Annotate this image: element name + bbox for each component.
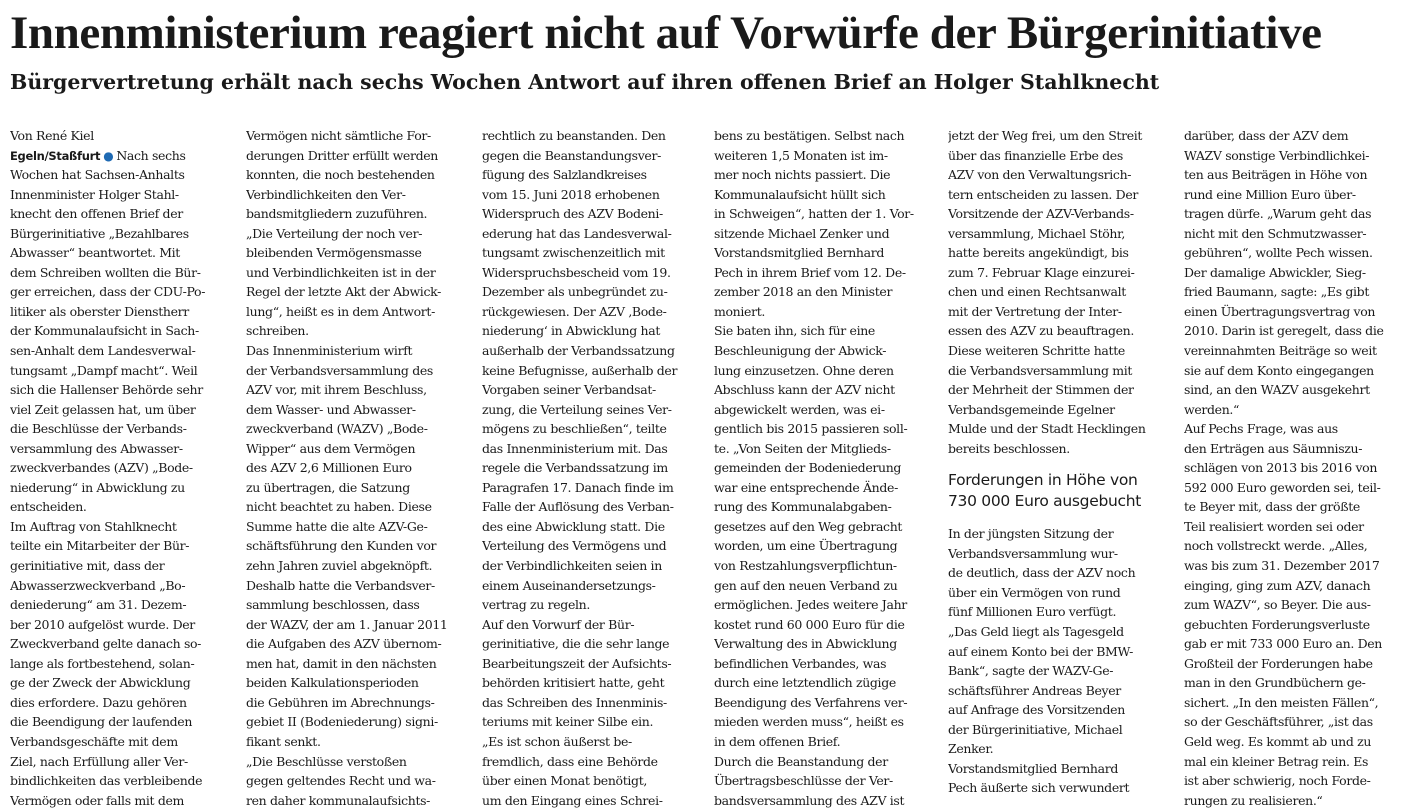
column-line: lange als fortbestehend, solan- (10, 655, 195, 671)
column-line: fikant senkt. (246, 733, 321, 749)
bullet-icon: ● (103, 148, 114, 163)
column-line: Großteil der Forderungen habe (1184, 655, 1373, 671)
subhead (948, 470, 1172, 512)
column-line: teriums mit keiner Silbe ein. (482, 714, 654, 730)
column-line: die Verbandsversammlung mit (948, 362, 1133, 378)
column-line: Abwasserzweckverband „Bo- (10, 577, 186, 593)
column-lines-after-subhead (948, 524, 1172, 798)
column-line: gebuchten Forderungsverluste (1184, 616, 1370, 632)
column-line: vom 15. Juni 2018 erhobenen (482, 186, 660, 202)
column-line: tragen dürfe. „Warum geht das (1184, 206, 1372, 222)
column-line: mal ein kleiner Betrag rein. Es (1184, 753, 1369, 769)
column-line: behörden kritisiert hatte, geht (482, 675, 665, 691)
column-line: Abschluss kann der AZV nicht (714, 382, 895, 398)
column-line: fried Baumann, sagte: „Es gibt (1184, 284, 1370, 300)
column-line: darüber, dass der AZV dem (1184, 128, 1349, 143)
column-line: lung einzusetzen. Ohne deren (714, 362, 894, 378)
column-line: „Das Geld liegt als Tagesgeld (948, 624, 1124, 640)
column-line: Diese weiteren Schritte hatte (948, 343, 1125, 359)
column-line: niederung“ in Abwicklung zu (10, 479, 185, 495)
dateline-line (10, 146, 234, 166)
column-line: bandsmitgliedern zuzuführen. (246, 206, 428, 222)
column-line: Vorsitzende der AZV-Verbands- (948, 206, 1134, 222)
column-line: auf Anfrage des Vorsitzenden (948, 702, 1125, 718)
column-line: Durch die Beanstandung der (714, 753, 888, 769)
column-line: bandsversammlung des AZV ist (714, 792, 905, 808)
column-line: rechtlich zu beanstanden. Den (482, 128, 666, 143)
column-line: ermöglichen. Jedes weitere Jahr (714, 597, 907, 613)
column-line: knecht den offenen Brief der (10, 206, 183, 222)
column-line: in Schweigen“, hatten der 1. Vor- (714, 206, 914, 222)
column-line: Das Innenministerium wirft (246, 343, 413, 359)
column-line: versammlung, Michael Stöhr, (948, 225, 1126, 241)
column-line: das Schreiben des Innenminis- (482, 694, 667, 710)
column-line: befindlichen Verbandes, was (714, 655, 887, 671)
column-line: Verbandsgemeinde Egelner (948, 401, 1115, 417)
column-line: Wipper“ aus dem Vermögen (246, 440, 416, 456)
column-line: einen Übertragungsvertrag von (1184, 303, 1376, 319)
column-line: sich die Hallenser Behörde sehr (10, 382, 203, 398)
subheadline: Bürgervertretung erhält nach sechs Wochen Antwort auf ihren offenen Brief an Holger Stahlknecht (10, 70, 1160, 94)
column-line: Verbandsgeschäfte mit dem (10, 733, 178, 749)
column-line: werden.“ (1184, 401, 1240, 417)
column-line: einging, ging zum AZV, danach (1184, 577, 1371, 593)
column-line: ist aber schwierig, noch Forde- (1184, 773, 1371, 789)
column-line: über einen Monat benötigt, (482, 773, 647, 789)
column-line: der Kommunalaufsicht in Sach- (10, 323, 199, 339)
column-line: bindlichkeiten das verbleibende (10, 773, 203, 789)
column-line: gebühren“, wollte Pech wissen. (1184, 245, 1373, 261)
column-line: gegen die Beanstandungsver- (482, 147, 661, 163)
column-line: was bis zum 31. Dezember 2017 (1184, 558, 1380, 574)
column-line: rung des Kommunalabgaben- (714, 499, 892, 515)
column-line: des AZV 2,6 Millionen Euro (246, 460, 412, 476)
column-line: derungen Dritter erfüllt werden (246, 147, 439, 163)
column-line: rungen zu realisieren.“ (1184, 792, 1323, 808)
article-column-3 (482, 126, 706, 810)
column-line: fremdlich, dass eine Behörde (482, 753, 658, 769)
subhead-line-1: Forderungen in Höhe von (948, 471, 1138, 490)
column-line: mer noch nichts passiert. Die (714, 167, 891, 183)
column-line: AZV vor, mit ihrem Beschluss, (246, 382, 427, 398)
column-line: Abwasser“ beantwortet. Mit (10, 245, 180, 261)
column-line: der Verbindlichkeiten seien in (482, 558, 662, 574)
column-line: WAZV sonstige Verbindlichkei- (1184, 147, 1370, 163)
column-line: viel Zeit gelassen hat, um über (10, 401, 196, 417)
column-line: einem Auseinandersetzungs- (482, 577, 656, 593)
column-line: sammlung beschlossen, dass (246, 597, 420, 613)
column-lines (714, 126, 938, 810)
column-line: ber 2010 aufgelöst wurde. Der (10, 616, 195, 632)
subhead-line-2: 730 000 Euro ausgebucht (948, 492, 1142, 511)
column-line: Deshalb hatte die Verbandsver- (246, 577, 435, 593)
column-line: des eine Abwicklung statt. Die (482, 518, 665, 534)
column-line: Widerspruch des AZV Bodeni- (482, 206, 663, 222)
column-lines (10, 165, 234, 810)
column-line: über ein Vermögen von rund (948, 584, 1121, 600)
column-line: schäftsführer Andreas Beyer (948, 682, 1121, 698)
column-line: den Erträgen aus Säumniszu- (1184, 440, 1363, 456)
column-line: die Beschlüsse der Verbands- (10, 421, 187, 437)
column-line: bleibenden Vermögensmasse (246, 245, 422, 261)
column-line: mögens zu beschließen“, teilte (482, 421, 667, 437)
column-line: so der Geschäftsführer, „ist das (1184, 714, 1373, 730)
column-line: gen auf den neuen Verband zu (714, 577, 898, 593)
column-line: Mulde und der Stadt Hecklingen (948, 421, 1146, 437)
column-line: die Beendigung der laufenden (10, 714, 193, 730)
column-line: gebiet II (Bodeniederung) signi- (246, 714, 438, 730)
column-line: fünf Millionen Euro verfügt. (948, 604, 1117, 620)
column-line: essen des AZV zu beauftragen. (948, 323, 1135, 339)
column-line: ten aus Beiträgen in Höhe von (1184, 167, 1368, 183)
column-line: Sie baten ihn, sich für eine (714, 323, 875, 339)
column-line: der Bürgerinitiative, Michael (948, 721, 1123, 737)
column-line: gerinitiative, die die sehr lange (482, 636, 670, 652)
column-line: die Aufgaben des AZV übernom- (246, 636, 442, 652)
column-line: Innenminister Holger Stahl- (10, 186, 179, 202)
column-line: Geld weg. Es kommt ab und zu (1184, 733, 1372, 749)
column-line: worden, um eine Übertragung (714, 538, 898, 554)
column-line: schreiben. (246, 323, 309, 339)
column-line: ederung hat das Landesverwal- (482, 225, 672, 241)
column-line: Regel der letzte Akt der Abwick- (246, 284, 441, 300)
column-line: gesetzes auf den Weg gebracht (714, 518, 903, 534)
column-line: noch vollstreckt werde. „Alles, (1184, 538, 1368, 554)
column-line: Beendigung des Verfahrens ver- (714, 694, 908, 710)
column-line: der WAZV, der am 1. Januar 2011 (246, 616, 448, 632)
column-line: men hat, damit in den nächsten (246, 655, 437, 671)
column-line: Ziel, nach Erfüllung aller Ver- (10, 753, 188, 769)
column-line: schlägen von 2013 bis 2016 von (1184, 460, 1378, 476)
column-line: Auf den Vorwurf der Bür- (482, 616, 635, 632)
column-line: te. „Von Seiten der Mitglieds- (714, 440, 891, 456)
column-line: zung, die Verteilung seines Ver- (482, 401, 672, 417)
column-line: zweckverbandes (AZV) „Bode- (10, 460, 193, 476)
column-line: AZV von den Verwaltungsrich- (948, 167, 1132, 183)
column-line: „Die Verteilung der noch ver- (246, 225, 423, 241)
article-column-1 (10, 126, 234, 810)
column-line: tern entscheiden zu lassen. Der (948, 186, 1139, 202)
column-line: Zweckverband gelte danach so- (10, 636, 202, 652)
column-line: Summe hatte die alte AZV-Ge- (246, 518, 428, 534)
column-line: vertrag zu regeln. (482, 597, 590, 613)
column-line: vereinnahmten Beiträge so weit (1184, 343, 1377, 359)
column-line: und Verbindlichkeiten ist in der (246, 264, 436, 280)
column-line: gerinitiative mit, dass der (10, 558, 165, 574)
column-line: schäftsführung den Kunden vor (246, 538, 437, 554)
column-line: dies erfordere. Dazu gehören (10, 694, 187, 710)
column-line: nicht mit den Schmutzwasser- (1184, 225, 1367, 241)
column-line: entscheiden. (10, 499, 87, 515)
column-line: Widerspruchsbescheid vom 19. (482, 264, 671, 280)
column-line: Zenker. (948, 741, 994, 757)
column-line: Übertragsbeschlüsse der Ver- (714, 773, 893, 789)
column-line: tungsamt „Dampf macht“. Weil (10, 362, 198, 378)
column-line: nicht beachtet zu haben. Diese (246, 499, 432, 515)
column-line: ge der Zweck der Abwicklung (10, 675, 191, 691)
column-line: das Innenministerium mit. Das (482, 440, 668, 456)
column-line: „Die Beschlüsse verstoßen (246, 753, 407, 769)
column-line: gab er mit 733 000 Euro an. Den (1184, 636, 1383, 652)
column-line: Nach sechs (116, 147, 186, 163)
column-line: außerhalb der Verbandssatzung (482, 343, 675, 359)
column-line: Paragrafen 17. Danach finde im (482, 479, 674, 495)
column-line: Verwaltung des in Abwicklung (714, 636, 897, 652)
column-line: gentlich bis 2015 passieren soll- (714, 421, 908, 437)
column-line: fügung des Salzlandkreises (482, 167, 647, 183)
column-line: lung“, heißt es in dem Antwort- (246, 303, 435, 319)
column-line: Vorstandsmitglied Bernhard (948, 760, 1118, 776)
article-column-2 (246, 126, 470, 810)
column-line: mit der Vertretung der Inter- (948, 303, 1122, 319)
column-line: über das finanzielle Erbe des (948, 147, 1123, 163)
column-line: 592 000 Euro geworden sei, teil- (1184, 479, 1381, 495)
column-line: zweckverband (WAZV) „Bode- (246, 421, 428, 437)
column-line: dem Wasser- und Abwasser- (246, 401, 416, 417)
column-line: Der damalige Abwickler, Sieg- (1184, 264, 1366, 280)
column-line: Bürgerinitiative „Bezahlbares (10, 225, 189, 241)
column-line: die Gebühren im Abrechnungs- (246, 694, 435, 710)
column-line: Vermögen nicht sämtliche For- (246, 128, 431, 143)
column-line: tungsamt zwischenzeitlich mit (482, 245, 665, 261)
byline: Von René Kiel (10, 128, 94, 143)
column-line: sind, an den WAZV ausgekehrt (1184, 382, 1370, 398)
column-line: Wochen hat Sachsen-Anhalts (10, 167, 185, 183)
column-line: Dezember als unbegründet zu- (482, 284, 668, 300)
column-line: keine Befugnisse, außerhalb der (482, 362, 678, 378)
column-line: bens zu bestätigen. Selbst nach (714, 128, 905, 143)
column-line: beiden Kalkulationsperioden (246, 675, 419, 691)
article-column-6 (1184, 126, 1408, 810)
column-line: Auf Pechs Frage, was aus (1184, 421, 1338, 437)
column-line: rund eine Million Euro über- (1184, 186, 1356, 202)
column-line: war eine entsprechende Ände- (714, 479, 898, 495)
column-line: jetzt der Weg frei, um den Streit (948, 128, 1143, 143)
column-line: rückgewiesen. Der AZV ‚Bode- (482, 303, 667, 319)
column-line: ger erreichen, dass der CDU-Po- (10, 284, 206, 300)
column-line: hatte bereits angekündigt, bis (948, 245, 1129, 261)
column-line: der Mehrheit der Stimmen der (948, 382, 1134, 398)
column-line: chen und einen Rechtsanwalt (948, 284, 1126, 300)
column-line: Bearbeitungszeit der Aufsichts- (482, 655, 672, 671)
column-line: moniert. (714, 303, 765, 319)
column-line: kostet rund 60 000 Euro für die (714, 616, 905, 632)
column-line: der Verbandsversammlung des (246, 362, 433, 378)
column-line: Pech äußerte sich verwundert (948, 780, 1130, 796)
column-line: versammlung des Abwasser- (10, 440, 183, 456)
column-line: Vorstandsmitglied Bernhard (714, 245, 884, 261)
column-line: ren daher kommunalaufsichts- (246, 792, 431, 808)
column-line: zum WAZV“, so Beyer. Die aus- (1184, 597, 1371, 613)
column-lines (246, 126, 470, 810)
column-line: sitzende Michael Zenker und (714, 225, 890, 241)
column-line: „Es ist schon äußerst be- (482, 733, 632, 749)
column-line: mieden werden muss“, heißt es (714, 714, 904, 730)
column-line: dem Schreiben wollten die Bür- (10, 264, 201, 280)
column-line: weiteren 1,5 Monaten ist im- (714, 147, 888, 163)
column-line: Pech in ihrem Brief vom 12. De- (714, 264, 906, 280)
column-line: Verbindlichkeiten den Ver- (246, 186, 406, 202)
column-lines (948, 126, 1172, 458)
column-line: Beschleunigung der Abwick- (714, 343, 887, 359)
column-line: litiker als oberster Dienstherr (10, 303, 189, 319)
column-line: Kommunalaufsicht hüllt sich (714, 186, 886, 202)
column-line: teilte ein Mitarbeiter der Bür- (10, 538, 190, 554)
article-column-4 (714, 126, 938, 810)
headline: Innenministerium reagiert nicht auf Vorwürfe der Bürgerinitiative (10, 7, 1322, 59)
column-line: Im Auftrag von Stahlknecht (10, 518, 177, 534)
column-line: sichert. „In den meisten Fällen“, (1184, 694, 1379, 710)
column-line: In der jüngsten Sitzung der (948, 526, 1114, 542)
column-line: Vorgaben seiner Verbandsat- (482, 382, 656, 398)
column-line: zember 2018 an den Minister (714, 284, 893, 300)
column-line: zu übertragen, die Satzung (246, 479, 410, 495)
column-line: man in den Grundbüchern ge- (1184, 675, 1366, 691)
column-line: Verbandsversammlung wur- (948, 545, 1118, 561)
column-line: te Beyer mit, dass der größte (1184, 499, 1360, 515)
column-line: Bank“, sagte der WAZV-Ge- (948, 663, 1114, 679)
column-line: Teil realisiert worden sei oder (1184, 518, 1364, 534)
column-line: gegen geltendes Recht und wa- (246, 773, 436, 789)
column-line: durch eine letztendlich zügige (714, 675, 896, 691)
column-line: um den Eingang eines Schrei- (482, 792, 663, 808)
column-line: Verteilung des Vermögens und (482, 538, 667, 554)
column-line: Falle der Auflösung des Verban- (482, 499, 674, 515)
dateline: Egeln/Staßfurt (10, 148, 101, 163)
column-line: sie auf dem Konto eingegangen (1184, 362, 1374, 378)
column-line: Vermögen oder falls mit dem (10, 792, 185, 808)
column-line: zum 7. Februar Klage einzurei- (948, 264, 1135, 280)
column-line: gemeinden der Bodeniederung (714, 460, 902, 476)
column-line: deniederung“ am 31. Dezem- (10, 597, 187, 613)
column-line: bereits beschlossen. (948, 440, 1070, 456)
column-line: zehn Jahren zuviel abgeknöpft. (246, 558, 433, 574)
column-lines (482, 126, 706, 810)
column-line: abgewickelt werden, was ei- (714, 401, 885, 417)
column-line: sen-Anhalt dem Landesverwal- (10, 343, 196, 359)
column-line: niederung‘ in Abwicklung hat (482, 323, 660, 339)
column-line: auf einem Konto bei der BMW- (948, 643, 1133, 659)
column-line: regele die Verbandssatzung im (482, 460, 668, 476)
column-line: 2010. Darin ist geregelt, dass die (1184, 323, 1384, 339)
column-line: de deutlich, dass der AZV noch (948, 565, 1136, 581)
column-line: von Restzahlungsverpflichtun- (714, 558, 897, 574)
column-lines (1184, 126, 1408, 810)
article-column-5 (948, 126, 1172, 798)
column-line: in dem offenen Brief. (714, 733, 841, 749)
column-line: konnten, die noch bestehenden (246, 167, 435, 183)
